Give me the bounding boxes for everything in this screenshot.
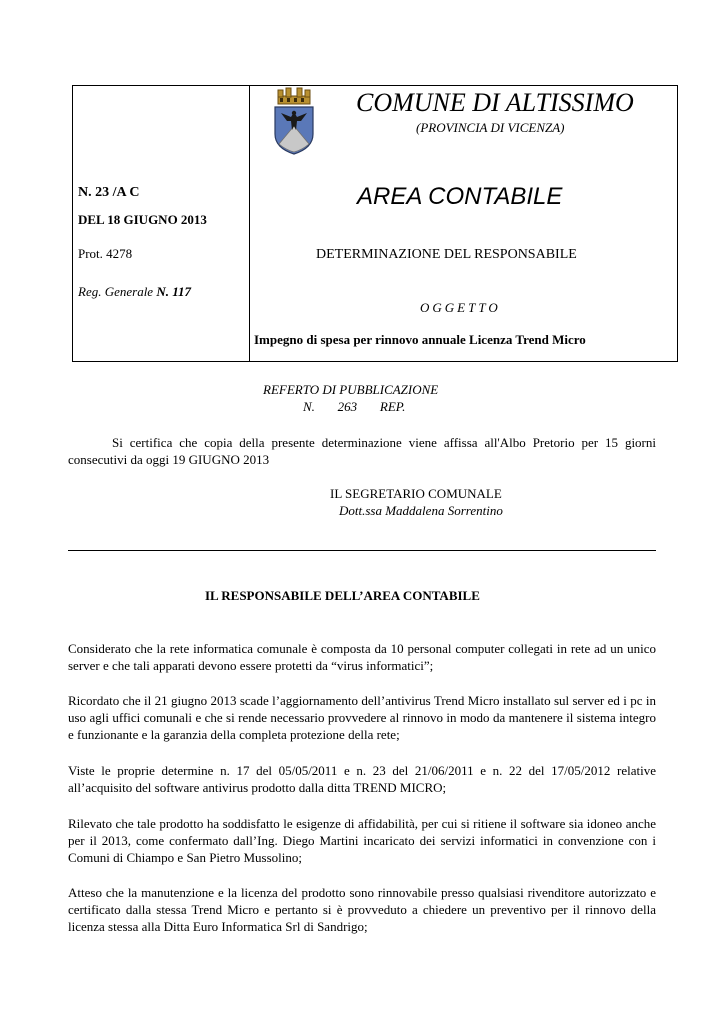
oggetto-label: OGGETTO: [420, 300, 501, 315]
registro-label: Reg. Generale: [78, 284, 157, 299]
comune-crest-icon: [270, 86, 318, 156]
certifica-paragraph: Si certifica che copia della presente determinazione viene affissa all'Albo Pretorio per 15 giorni consecutivi da oggi 19 GIUGNO 2013: [68, 435, 656, 467]
paragraph-atteso: Atteso che la manutenzione e la licenza del prodotto sono rinnovabile presso qualsiasi rivenditore autorizzato e certificato dalla stessa Trend Micro e pertanto si è provveduto a chiedere un preventivo per il rinnovo della licenza stessa alla Ditta Euro Informatica Srl di Sandrigo;: [68, 885, 656, 934]
paragraph-considerato: Considerato che la rete informatica comunale è composta da 10 personal computer collegati in rete ad un unico server e che tali apparati devono essere protetti da “virus informatici”;: [68, 641, 656, 673]
registro-generale: [78, 284, 191, 300]
segretario-title: IL SEGRETARIO COMUNALE: [330, 486, 502, 501]
responsabile-heading: IL RESPONSABILE DELL’AREA CONTABILE: [205, 588, 480, 603]
determinazione-title: DETERMINAZIONE DEL RESPONSABILE: [316, 247, 577, 262]
determina-number: N. 23 /A C: [78, 185, 140, 200]
area-title: AREA CONTABILE: [357, 183, 563, 210]
determina-date: DEL 18 GIUGNO 2013: [78, 212, 207, 227]
registro-number: N. 117: [156, 284, 192, 299]
paragraph-ricordato: Ricordato che il 21 giugno 2013 scade l’aggiornamento dell’antivirus Trend Micro installato sul server ed i pc in uso agli uffici comunali e che si rende necessario provvedere al rinnovo in modo da mantenere il sistema integro e funzionante e la garanzia della completa protezione della rete;: [68, 693, 656, 742]
paragraph-rilevato: Rilevato che tale prodotto ha soddisfatto le esigenze di affidabilità, per cui si ritiene il software sia idoneo anche per il 2013, come confermato dall’Ing. Diego Martini incaricato dei servizi informatici in convenzione con i Comuni di Chiampo e San Pietro Mussolino;: [68, 816, 656, 865]
protocol-number: Prot. 4278: [78, 246, 133, 261]
referto-number: N. 263 REP.: [303, 399, 406, 414]
oggetto-text: Impegno di spesa per rinnovo annuale Licenza Trend Micro: [254, 332, 586, 347]
provincia-label: (PROVINCIA DI VICENZA): [416, 120, 565, 135]
section-separator: [68, 550, 656, 551]
comune-title: COMUNE DI ALTISSIMO: [356, 88, 634, 117]
segretario-name: Dott.ssa Maddalena Sorrentino: [339, 503, 503, 518]
paragraph-viste: Viste le proprie determine n. 17 del 05/05/2011 e n. 23 del 21/06/2011 e n. 22 del 17/05/2012 relative all’acquisito del software antivirus prodotto dalla ditta TREND MICRO;: [68, 763, 656, 795]
header-divider: [249, 85, 250, 362]
referto-title: REFERTO DI PUBBLICAZIONE: [263, 382, 439, 397]
